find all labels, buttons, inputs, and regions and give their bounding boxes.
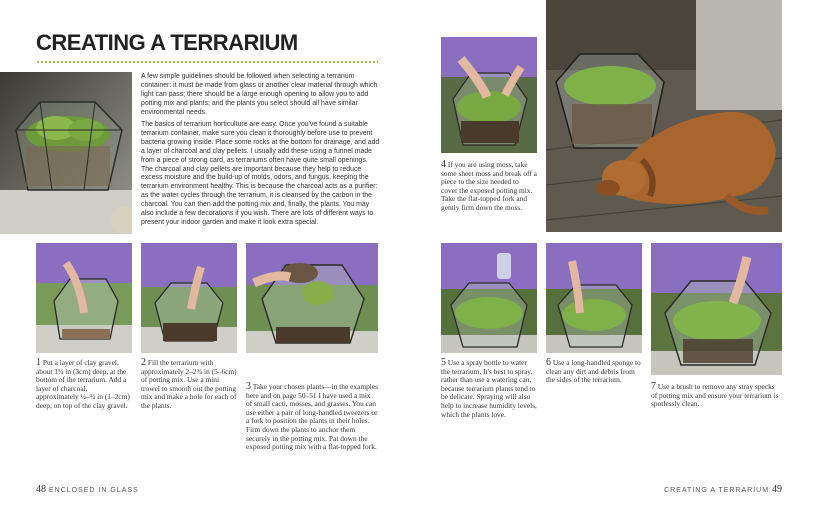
step-5-caption (441, 359, 537, 419)
step-7-text: Use a brush to remove any stray specks of potting mix and ensure your terrarium is spotlessly clean. (651, 382, 779, 409)
left-folio (36, 484, 139, 495)
step-3-caption (246, 383, 378, 452)
step-7-caption (651, 383, 782, 409)
intro-paragraph-2: The basics of terrarium horticulture are easy. Once you've found a suitable terrarium container, make sure you clean it thoroughly before use to prevent bacteria growing inside. Place some rocks at the bottom for drainage, and add a layer of charcoal and clay pellets. I usually add these using a funnel made from a piece of strong card, as terrariums often have quite small openings. The charcoal and clay pellets are important because they help to reduce excess moisture and the build-up of molds, odors, and fungus, keeping the terrarium environment healthy. This is because the charcoal acts as a purifier: as the water cycles through the terrarium, it is cleansed by the carbon in the charcoal. You can then add the potting mix and, finally, the plants. You may also include a few decorations if you wish. There are lots of different ways to present your indoor garden and make it look extra special. (141, 121, 380, 226)
left-running-head: ENCLOSED IN GLASS (48, 487, 139, 494)
right-running-head: CREATING A TERRARIUM (664, 487, 770, 494)
dog-terrarium-photo (546, 0, 782, 232)
step-1-number: 1 (36, 357, 41, 368)
step-5-photo (441, 243, 537, 353)
step-6-caption (546, 359, 642, 385)
step-4-photo (441, 37, 537, 153)
step-6-number: 6 (546, 357, 551, 368)
hero-terrarium-photo (0, 72, 132, 234)
step-7-number: 7 (651, 381, 656, 392)
step-1-text: Put a layer of clay gravel, about 1¼ in (3cm) deep, at the bottom of the terrarium. Add a layer of charcoal, approximately ½–¾ in (1–2cm) deep, on top of the clay gravel. (36, 358, 130, 410)
step-4-text: If you are using moss, take some sheet moss and break off a piece to the size needed to cover the exposed potting mix. Take the flat-topped fork and gently firm down the moss. (441, 160, 537, 212)
intro-paragraph-1: A few simple guidelines should be followed when selecting a terrarium container: it must be made from glass or another clear material through which light can pass; there should be a large enough opening to allow you to add potting mix and plants; and the plants you select should all have similar environmental needs. (141, 73, 378, 116)
title-part-2: A TERRARIUM (150, 30, 298, 55)
left-page-number: 48 (36, 484, 46, 495)
title-dotted-rule (36, 60, 378, 64)
step-2-photo (141, 243, 237, 353)
step-6-text: Use a long-handled sponge to clean any dirt and debris from the sides of the terrarium. (546, 358, 641, 385)
step-1-caption (36, 359, 132, 411)
step-2-number: 2 (141, 357, 146, 368)
step-3-photo (246, 243, 378, 353)
step-7-photo (651, 243, 782, 375)
right-page-number: 49 (772, 484, 782, 495)
step-4-caption (441, 161, 537, 213)
step-5-number: 5 (441, 357, 446, 368)
step-5-text: Use a spray bottle to water the terrarium. It's best to spray, rather than use a watering can, because terrarium plants tend to be delicate. Spraying will also help to increase humidity levels, which the plants love. (441, 358, 537, 419)
title-part-1: CREATING (36, 30, 146, 55)
step-4-number: 4 (441, 159, 446, 170)
right-folio (664, 484, 782, 495)
step-1-photo (36, 243, 132, 353)
step-2-text: Fill the terrarium with approximately 2–2¾ in (5–6cm) of potting mix. Use a mini trowel to smooth out the potting mix and make a hole for each of the plants. (141, 358, 237, 410)
step-2-caption (141, 359, 237, 411)
step-3-number: 3 (246, 381, 251, 392)
step-3-text: Take your chosen plants—in the examples here and on page 50–51 I have used a mix of small cacti, mosses, and grasses. You can use either a pair of long-handled tweezers or a fork to position the plants in their holes. Firm down the plants to anchor them securely in the potting mix. Pat down the exposed potting mix with a flat-topped fork. (246, 382, 379, 452)
page-title (36, 30, 298, 56)
step-6-photo (546, 243, 642, 353)
